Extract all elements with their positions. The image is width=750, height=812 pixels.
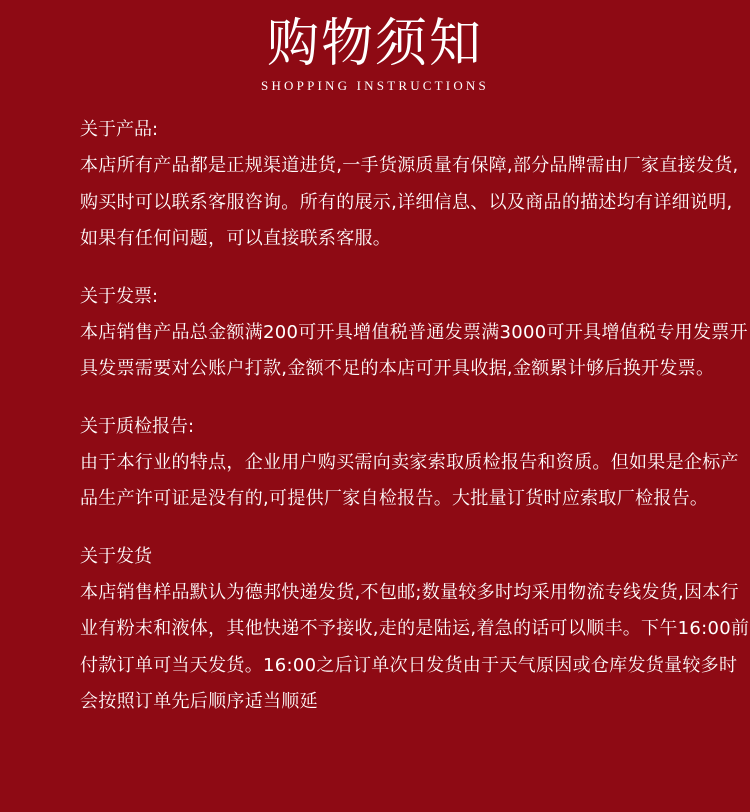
section-body: 本店销售样品默认为德邦快递发货,不包邮;数量较多时均采用物流专线发货,因本行业有粉末和液体，其他快递不予接收,走的是陆运,着急的话可以顺丰。下午16:00前付款订单可当天发货。16:00之后订单次日发货由于天气原因或仓库发货量较多时会按照订单先后顺序适当顺延 [80,581,750,712]
page-title: 购物须知 [266,14,483,74]
section-body: 本店销售产品总金额满200可开具增值税普通发票满3000可开具增值税专用发票开具发票需要对公账户打款,金额不足的本店可开具收据,金额累计够后换开发票。 [80,321,748,379]
section-heading: 关于质检报告: [80,415,195,437]
instructions-sections [80,116,750,746]
header [0,14,750,95]
section-heading: 关于产品: [80,119,159,140]
section-heading: 关于发货 [80,545,152,567]
section-heading: 关于发票: [80,285,159,307]
section-invoice [80,283,750,388]
section-quality-report [80,413,750,518]
section-product [80,116,750,258]
section-body: 由于本行业的特点，企业用户购买需向卖家索取质检报告和资质。但如果是企标产品生产许可证是没有的,可提供厂家自检报告。大批量订货时应索取厂检报告。 [80,451,739,509]
section-shipping [80,543,750,721]
section-body: 本店所有产品都是正规渠道进货,一手货源质量有保障,部分品牌需由厂家直接发货,购买时可以联系客服咨询。所有的展示,详细信息、以及商品的描述均有详细说明,如果有任何问题，可以直接联系客服。 [80,155,739,249]
page-subtitle: SHOPPING INSTRUCTIONS [261,78,489,93]
